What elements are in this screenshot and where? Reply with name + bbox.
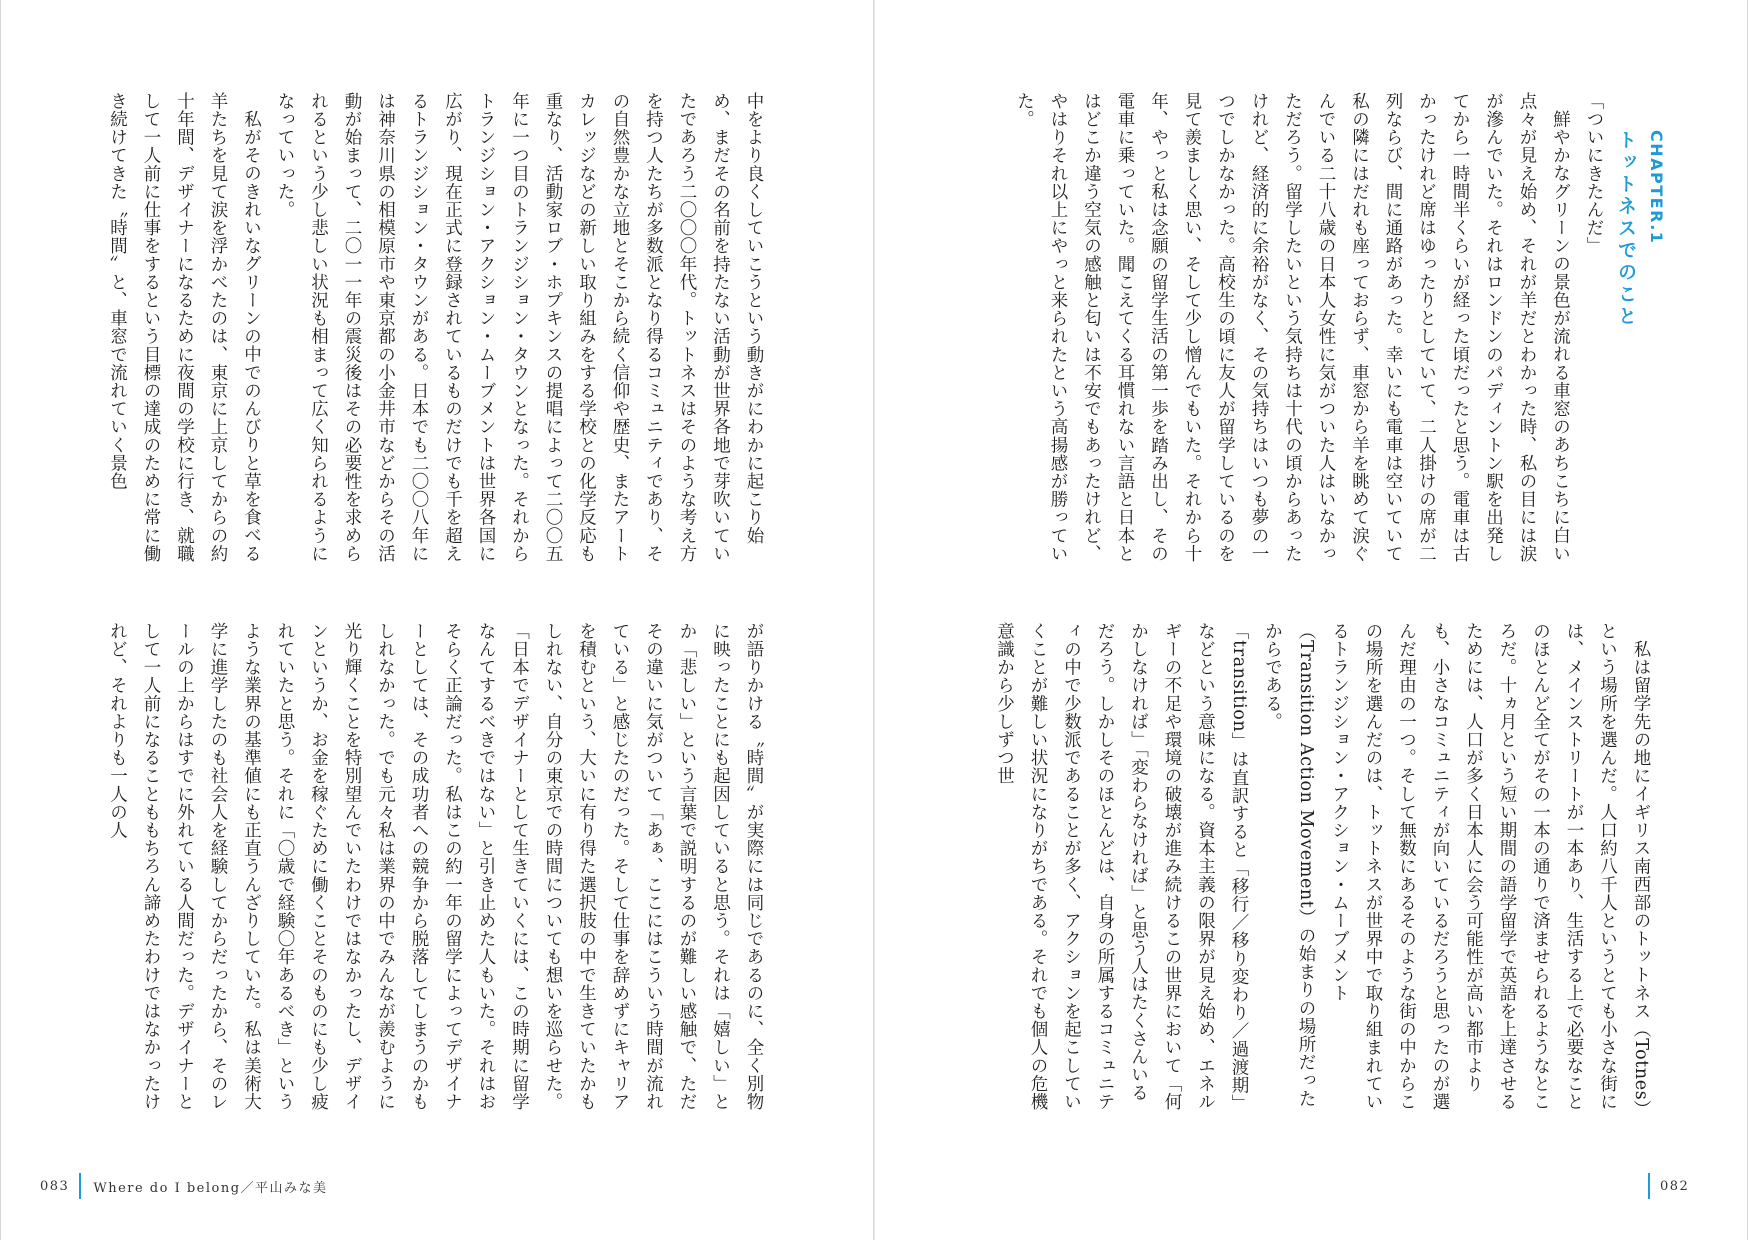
paragraph: 私がそのきれいなグリーンの中でのんびりと草を食べる羊たちを見て涙を浮かべたのは、東京に上京してからの約十年間、デザイナーになるために夜間の学校に行き、就職して一人前に仕事をするという目標の達成のために常に働き続けてきた〝時間〟と、車窓で流れていく景色 [107,92,262,563]
page-number: 082 [1660,1178,1690,1194]
footer-divider [1648,1173,1650,1199]
book-gutter [873,0,875,1240]
paragraph: が語りかける〝時間〟が実際には同じであるのに、全く別物に映ったことにも起因していると思う。それは「嬉しい」とか「悲しい」という言葉で説明するのが難しい感触で、ただその違いに気がついて「あぁ、ここにはこういう時間が流れている」と感じたのだった。そして仕事を辞めずにキャリアを積むという、大いに有り得た選択肢の中で生きていたかもしれない、自分の東京での時間についても想いを巡らせた。「日本でデザイナーとして生きていくには、この時期に留学なんてするべきではない」と引き止めた人もいた。それはおそらく正論だった。私はこの約一年の留学によってデザイナーとしては、その成功者への競争から脱落してしまうのかもしれなかった。でも元々私は業界の中でみんなが羨むように光り輝くことを特別望んでいたわけではなかったし、デザインというか、お金を稼ぐために働くことそのものにも少し疲れていたと思う。それに「〇歳で経験〇年あるべき」というような業界の基準値にも正直うんざりしていた。私は美術大学に進学したのも社会人を経験してからだったから、そのレールの上からはすでに外れている人間だった。デザイナーとして一人前になることももちろん諦めたわけではなかったけれど、それよりも一人の人 [107,622,764,1111]
footer-divider [79,1173,81,1199]
page-number: 083 [40,1178,70,1194]
page-footer-left [40,1174,328,1198]
chapter-title: トットネスでのこと [1615,130,1637,328]
paragraph: 私は留学先の地にイギリス南西部のトットネス（Totnes）という場所を選んだ。人口約八千人というとても小さな街には、メインストリートが一本あり、生活する上で必要なことのほとんど全てがその一本の通りで済ませられるようなところだ。十ヵ月という短い期間の語学留学で英語を上達させるためには、人口が多く日本人に会う可能性が高い都市よりも、小さなコミュニティが向いているだろうと思ったのが選んだ理由の一つ。そして無数にあるそのような街の中からこの場所を選んだのは、トットネスが世界中で取り組まれているトランジション・アクション・ムーブメント（Transition Action Movement）の始まりの場所だったからである。 [1262,622,1651,1111]
paragraph: 鮮やかなグリーンの景色が流れる車窓のあちこちに白い点々が見え始め、それが羊だとわかった時、私の目には涙が滲んでいた。それはロンドンのパディントン駅を出発してから一時間半くらいが経った頃だったと思う。電車は古かったけれど席はゆったりとしていて、二人掛けの席が二列ならび、間に通路があった。幸いにも電車は空いていて私の隣にはだれも座っておらず、車窓から羊を眺めて涙ぐんでいる二十八歳の日本人女性に気がついた人はいなかっただろう。留学したいという気持ちは十代の頃からあったけれど、経済的に余裕がなく、その気持ちはいつも夢の一つでしかなかった。高校生の頃に友人が留学しているのを見て羨ましく思い、そして少し憎んでもいた。それから十年、やっと私は念願の留学生活の第一歩を踏み出し、その電車に乗っていた。聞こえてくる耳慣れない言語と日本とはどこか違う空気の感触と匂いは不安でもあったけれど、やはりそれ以上にやっと来られたという高揚感が勝っていた。 [1014,92,1571,563]
paragraph: 中をより良くしていこうという動きがにわかに起こり始め、まだその名前を持たない活動が世界各地で芽吹いていたであろう二〇〇〇年代。トットネスはそのような考え方を持つ人たちが多数派となり得るコミュニティであり、その自然豊かな立地とそこから続く信仰や歴史、またアートカレッジなどの新しい取り組みをする学校との化学反応も重なり、活動家ロブ・ホプキンスの提唱によって二〇〇五年に一つ目のトランジション・タウンとなった。それからトランジション・アクション・ムーブメントは世界各国に広がり、現在正式に登録されているものだけでも千を超えるトランジション・タウンがある。日本でも二〇〇八年には神奈川県の相模原市や東京都の小金井市などからその活動が始まって、二〇一一年の震災後はその必要性を求められるという少し悲しい状況も相まって広く知られるようになっていった。 [275,92,764,563]
chapter-label: CHAPTER.1 [1647,130,1666,245]
left-page-bottom-text [78,622,770,1114]
running-title: Where do I belong／平山みな美 [93,1180,328,1196]
paragraph: 「ついにきたんだ」 [1584,92,1604,255]
left-page-top-text [78,92,770,572]
page-edge [0,0,1,1240]
page-footer-right [1648,1174,1689,1198]
paragraph: 「transition」は直訳すると「移行／移り変わり／過渡期」などという意味になる。資本主義の限界が見え始め、エネルギーの不足や環境の破壊が進み続けるこの世界において「何かしなければ」「変わらなければ」と思う人はたくさんいるだろう。しかしそのほとんどは、自身の所属するコミュニティの中で少数派であることが多く、アクションを起こしていくことが難しい状況になりがちである。それでも個人の危機意識から少しずつ世 [994,622,1249,1113]
right-page-top-text [970,92,1610,572]
right-page-bottom-text [965,622,1657,1114]
